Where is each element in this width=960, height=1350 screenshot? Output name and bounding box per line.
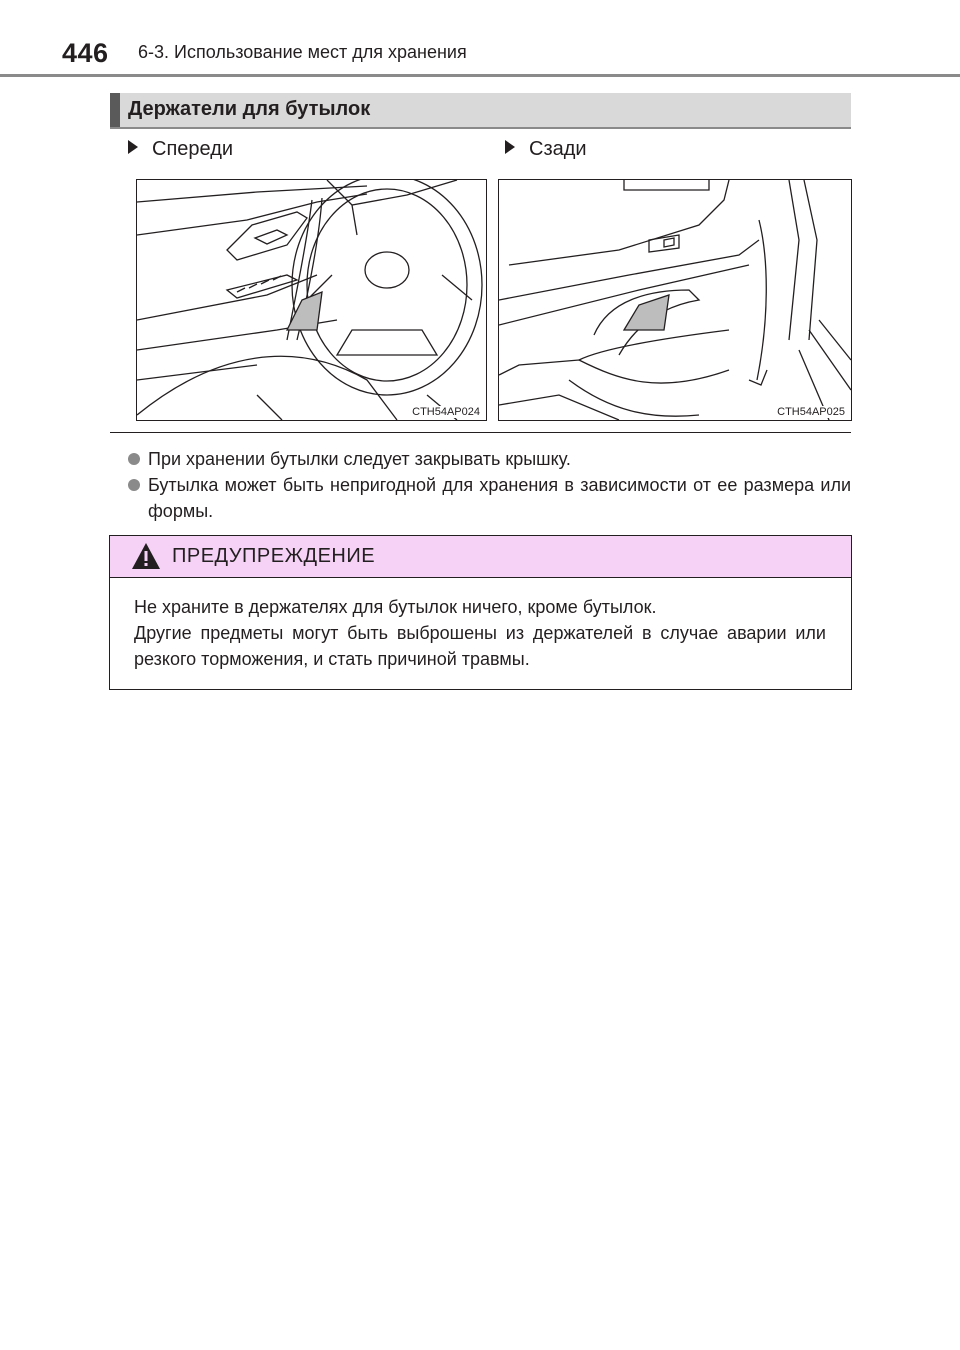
note-text: При хранении бутылки следует закрывать крышку.: [148, 449, 571, 469]
warning-box: [109, 535, 852, 690]
caption-front-label: Спереди: [152, 138, 234, 160]
note-item: [128, 472, 851, 524]
figure-rear-bottle-holder: [498, 179, 852, 421]
caption-rear-label: Сзади: [529, 138, 587, 160]
figure-code-rear: CTH54AP025: [777, 406, 845, 418]
triangle-bullet-icon: [128, 140, 138, 154]
note-text: Бутылка может быть непригодной для хранения в зависимости от ее размера или формы.: [148, 475, 851, 521]
page-header: [0, 0, 960, 80]
warning-body: [134, 594, 826, 672]
section-title: Держатели для бутылок: [128, 98, 371, 120]
warning-header: [110, 536, 851, 578]
warning-triangle-icon: [130, 541, 162, 571]
caption-front: [128, 138, 233, 161]
section-divider: [110, 432, 851, 433]
bullet-dot-icon: [128, 479, 140, 491]
page-number: 446: [62, 38, 109, 68]
rear-door-illustration: [499, 180, 851, 420]
section-accent: [110, 93, 120, 127]
figure-code-front: CTH54AP024: [412, 406, 480, 418]
triangle-bullet-icon: [505, 140, 515, 154]
chapter-title: 6-3. Использование мест для хранения: [138, 42, 467, 62]
note-item: [128, 446, 851, 472]
bullet-dot-icon: [128, 453, 140, 465]
caption-rear: [505, 138, 587, 161]
warning-line: Не храните в держателях для бутылок ничего, кроме бутылок.: [134, 597, 657, 617]
warning-line: Другие предметы могут быть выброшены из держателей в случае аварии или резкого торможения, и стать причиной травмы.: [134, 623, 826, 669]
header-rule: [0, 74, 960, 77]
warning-title: ПРЕДУПРЕЖДЕНИЕ: [172, 545, 376, 567]
section-heading-bar: [110, 93, 851, 129]
figure-front-bottle-holder: [136, 179, 487, 421]
front-door-steering-wheel-illustration: [137, 180, 486, 420]
